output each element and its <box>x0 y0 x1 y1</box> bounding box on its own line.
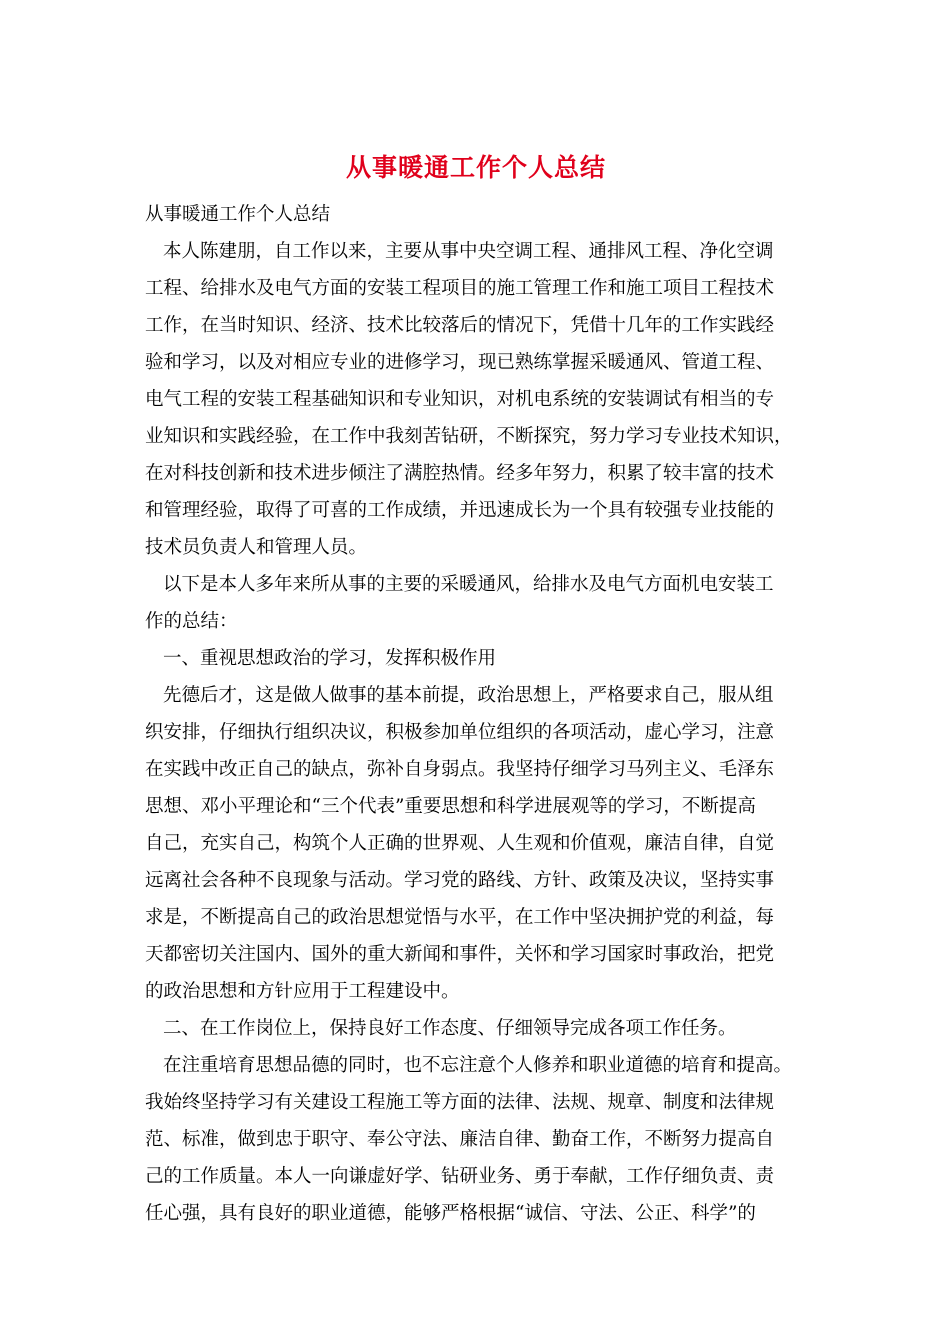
paragraph-line: 思想、邓小平理论和“三个代表”重要思想和科学进展观等的学习，不断提高 <box>145 796 756 817</box>
paragraph <box>145 233 807 566</box>
paragraph-line: 以下是本人多年来所从事的主要的采暖通风，给排水及电气方面机电安装工 <box>163 574 774 595</box>
paragraph-line: 自己，充实自己，构筑个人正确的世界观、人生观和价值观，廉洁自律，自觉 <box>145 833 775 854</box>
paragraph-line: 在实践中改正自己的缺点，弥补自身弱点。我坚持仔细学习马列主义、毛泽东 <box>145 759 775 780</box>
paragraph-line: 求是，不断提高自己的政治思想觉悟与水平，在工作中坚决拥护党的利益，每 <box>145 907 775 928</box>
paragraph-line: 工作，在当时知识、经济、技术比较落后的情况下，凭借十几年的工作实践经 <box>145 315 775 336</box>
paragraph-line: 远离社会各种不良现象与活动。学习党的路线、方针、政策及决议，坚持实事 <box>145 870 775 891</box>
document-title: 从事暖通工作个人总结 <box>345 153 606 182</box>
document-body <box>145 233 807 1232</box>
paragraph-line: 二、在工作岗位上，保持良好工作态度、仔细领导完成各项工作任务。 <box>163 1018 737 1039</box>
document-page <box>145 148 807 1232</box>
paragraph <box>145 1047 807 1232</box>
paragraph-line: 工程、给排水及电气方面的安装工程项目的施工管理工作和施工项目工程技术 <box>145 278 775 299</box>
paragraph <box>145 640 807 677</box>
paragraph-line: 先德后才，这是做人做事的基本前提，政治思想上，严格要求自己，服从组 <box>163 685 774 706</box>
paragraph-line: 天都密切关注国内、国外的重大新闻和事件，关怀和学习国家时事政治，把党 <box>145 944 775 965</box>
paragraph-line: 我始终坚持学习有关建设工程施工等方面的法律、法规、规章、制度和法律规 <box>145 1092 775 1113</box>
paragraph <box>145 1010 807 1047</box>
paragraph-line: 在注重培育思想品德的同时，也不忘注意个人修养和职业道德的培育和提高。 <box>163 1055 793 1076</box>
paragraph <box>145 566 807 640</box>
paragraph-line: 己的工作质量。本人一向谦虚好学、钻研业务、勇于奉献，工作仔细负责、责 <box>145 1166 775 1187</box>
paragraph-line: 和管理经验，取得了可喜的工作成绩，并迅速成长为一个具有较强专业技能的 <box>145 500 775 521</box>
paragraph-line: 织安排，仔细执行组织决议，积极参加单位组织的各项活动，虚心学习，注意 <box>145 722 775 743</box>
paragraph-line: 一、重视思想政治的学习，发挥积极作用 <box>163 648 497 669</box>
paragraph-line: 电气工程的安装工程基础知识和专业知识，对机电系统的安装调试有相当的专 <box>145 389 775 410</box>
paragraph-line: 的政治思想和方针应用于工程建设中。 <box>145 981 460 1002</box>
paragraph <box>145 677 807 1010</box>
paragraph-line: 范、标准，做到忠于职守、奉公守法、廉洁自律、勤奋工作，不断努力提高自 <box>145 1129 775 1150</box>
document-subtitle: 从事暖通工作个人总结 <box>145 204 331 225</box>
paragraph-line: 验和学习，以及对相应专业的进修学习，现已熟练掌握采暖通风、管道工程、 <box>145 352 775 373</box>
paragraph-line: 任心强，具有良好的职业道德，能够严格根据“诚信、守法、公正、科学”的 <box>145 1203 756 1224</box>
paragraph-line: 本人陈建朋，自工作以来，主要从事中央空调工程、通排风工程、净化空调 <box>163 241 774 262</box>
paragraph-line: 在对科技创新和技术进步倾注了满腔热情。经多年努力，积累了较丰富的技术 <box>145 463 775 484</box>
paragraph-line: 技术员负责人和管理人员。 <box>145 537 368 558</box>
paragraph-line: 业知识和实践经验，在工作中我刻苦钻研，不断探究，努力学习专业技术知识， <box>145 426 793 447</box>
paragraph-line: 作的总结： <box>145 611 238 632</box>
